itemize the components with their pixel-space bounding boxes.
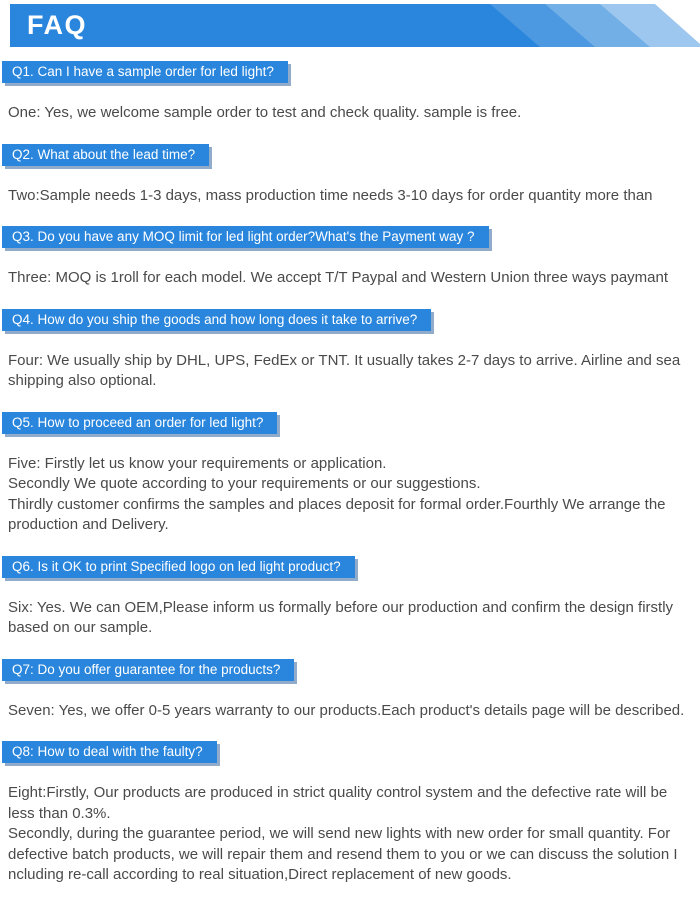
answer-q4 bbox=[8, 351, 690, 392]
answer-q8 bbox=[8, 783, 690, 886]
question-bar-q2: Q2. What about the lead time? bbox=[2, 144, 209, 166]
answer-line: Two:Sample needs 1-3 days, mass production time needs 3-10 days for order quantity more than bbox=[8, 186, 653, 204]
faq-item-q6 bbox=[2, 556, 690, 639]
faq-item-q2 bbox=[2, 144, 690, 207]
question-bar-q5: Q5. How to proceed an order for led light? bbox=[2, 412, 277, 434]
answer-q6 bbox=[8, 598, 690, 639]
banner-diagonal-stripes-decoration bbox=[450, 4, 700, 47]
answer-line: less than 0.3%. bbox=[8, 804, 111, 822]
answer-line: Thirdly customer confirms the samples and places deposit for formal order.Fourthly We arrange the bbox=[8, 495, 666, 513]
answer-q5 bbox=[8, 454, 690, 536]
faq-item-q7 bbox=[2, 659, 690, 722]
answer-line: production and Delivery. bbox=[8, 516, 169, 533]
question-bar-q3: Q3. Do you have any MOQ limit for led light order?What's the Payment way ? bbox=[2, 226, 489, 248]
question-bar-q4: Q4. How do you ship the goods and how long does it take to arrive? bbox=[2, 309, 431, 331]
answer-line: One: Yes, we welcome sample order to test and check quality. sample is free. bbox=[8, 104, 522, 121]
faq-item-q8 bbox=[2, 741, 690, 886]
answer-line: based on our sample. bbox=[8, 619, 153, 636]
answer-line: ncluding re-call according to real situation,Direct replacement of new goods. bbox=[8, 866, 512, 883]
answer-line: Secondly We quote according to your requirements or our suggestions. bbox=[8, 475, 481, 492]
answer-line: Seven: Yes, we offer 0-5 years warranty to our products.Each product's details page will be described. bbox=[8, 701, 685, 719]
faq-item-q3 bbox=[2, 226, 690, 289]
faq-list bbox=[0, 47, 700, 914]
answer-line: Six: Yes. We can OEM,Please inform us formally before our production and confirm the design firstly bbox=[8, 598, 674, 616]
faq-item-q1 bbox=[2, 61, 690, 124]
answer-line: Five: Firstly let us know your requirements or application. bbox=[8, 454, 387, 472]
faq-item-q4 bbox=[2, 309, 690, 392]
page-title: FAQ bbox=[27, 10, 88, 40]
answer-line: Secondly, during the guarantee period, we will send new lights with new order for small quantity. For bbox=[8, 825, 671, 842]
question-bar-q6: Q6. Is it OK to print Specified logo on led light product? bbox=[2, 556, 355, 578]
answer-line: Eight:Firstly, Our products are produced in strict quality control system and the defective rate will be bbox=[8, 784, 668, 801]
question-bar-q8: Q8: How to deal with the faulty? bbox=[2, 741, 217, 763]
answer-line: shipping also optional. bbox=[8, 372, 157, 389]
answer-q3 bbox=[8, 268, 690, 289]
answer-q2 bbox=[8, 186, 690, 207]
answer-q7 bbox=[8, 701, 690, 722]
question-bar-q7: Q7: Do you offer guarantee for the products? bbox=[2, 659, 294, 681]
faq-header-banner bbox=[10, 4, 700, 47]
faq-item-q5 bbox=[2, 412, 690, 536]
answer-line: defective batch products, we will repair them and resend them to you or we can discuss the solution I bbox=[8, 845, 678, 863]
answer-q1 bbox=[8, 103, 690, 124]
answer-line: Three: MOQ is 1roll for each model. We accept T/T Paypal and Western Union three ways paymant bbox=[8, 269, 669, 286]
answer-line: Four: We usually ship by DHL, UPS, FedEx or TNT. It usually takes 2-7 days to arrive. Airline and sea bbox=[8, 351, 681, 369]
question-bar-q1: Q1. Can I have a sample order for led light? bbox=[2, 61, 288, 83]
